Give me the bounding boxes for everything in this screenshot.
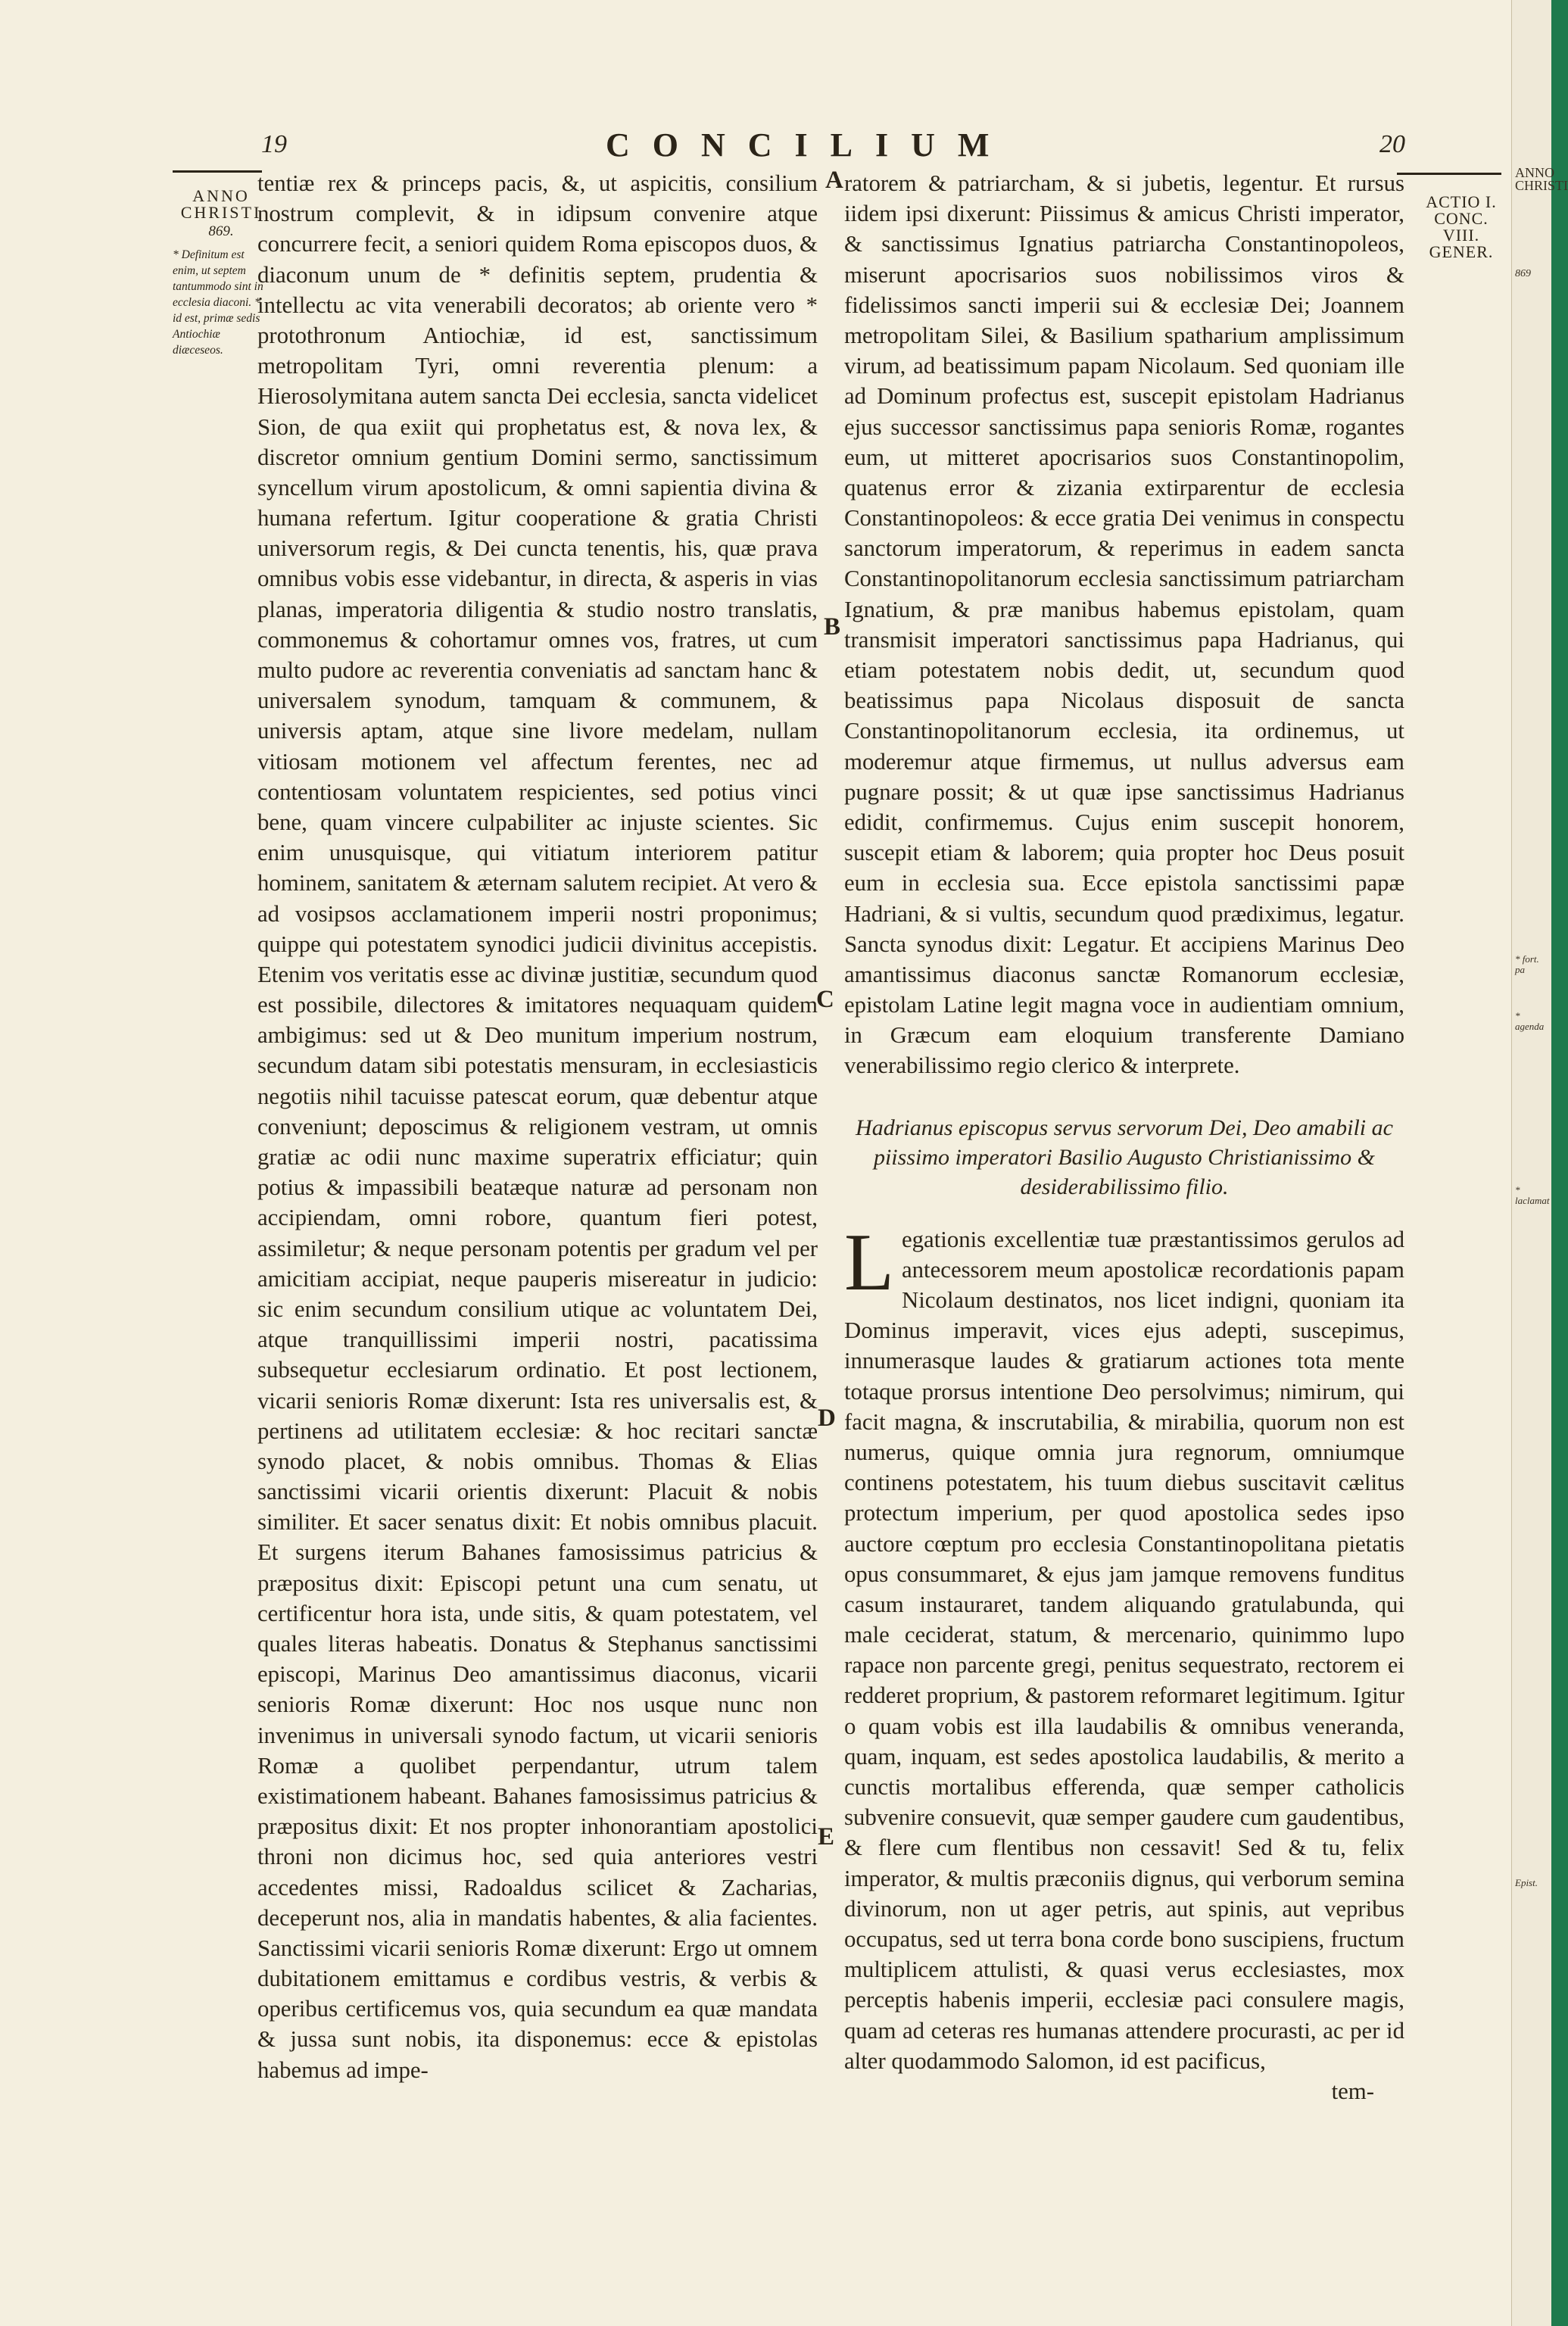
letter-heading: Hadrianus episcopus servus servorum Dei, Deo amabili ac piissimo imperatori Basilio Augusto Christianissimo & desiderabilissimo filio.	[856, 1115, 1393, 1199]
page-number-left: 19	[261, 130, 287, 158]
right-margin	[1416, 194, 1507, 260]
general-label: GENER.	[1429, 242, 1494, 261]
margin-notes: * Definitum est enim, ut septem tantummodo sint in ecclesia diaconi. * id est, primæ sedis Antiochiæ diæceseos.	[173, 248, 263, 357]
right-column-text: ratorem & patriarcham, & si jubetis, legentur. Et rursus iidem ipsi dixerunt: Piissimus & amicus Christi imperator, & sanctissimus Ignatius patriarcha Constantinopoleos, miserunt apocrisarios suos nobilissimos viros & fidelissimos sancti imperii sui & ecclesiæ Dei; Joannem metropolitam Silei, & Basilium spatharium amplissimum virum, ad beatissimum papam Nicolaum. Sed quoniam ille ad Dominum profectus est, suscepit epistolam Hadrianus ejus successor sanctissimus papa senioris Romæ, rogantes eum, ut mitteret apocrisarios suos Constantinopolim, quatenus error & zizania extirparentur de ecclesia Constantinopoleos: & ecce gratia Dei venimus in conspectu sanctorum imperatorum, & reperimus in eadem sancta Constantinopolitanorum ecclesia sanctissimum patriarcham Ignatium, & præ manibus habemus epistolam, quam transmisit imperatori sanctissimus papa Hadrianus, qui etiam potestatem nobis dedit, ut, secundum quod beatissimus papa Nicolaus disposuit de sancta Constantinopolitanorum ecclesia, ita ordinemus, ut moderemur atque firmemus, ut nullus adversus eam pugnare possit; & ut quæ ipse sanctissimus Hadrianus edidit, confirmemus. Cujus enim suscepit honorem, suscepit etiam & laborem; quia propter hoc Deus posuit eum in ecclesia sua. Ecce epistola sanctissimi papæ Hadriani, & si vultis, secundum quod prædiximus, legatur. Sancta synodus dixit: Legatur. Et accipiens Marinus Deo amantissimus diaconus sanctæ Romanorum ecclesiæ, epistolam Latine legit magna voce in audientiam omnium, in Græcum eam eloquium transferente Damiano venerabilissimo regio clerico & interprete.	[844, 170, 1404, 1079]
adjacent-year: 869	[1515, 268, 1531, 279]
adjacent-anno: ANNO CHRISTI	[1515, 165, 1568, 194]
left-column-text: tentiæ rex & princeps pacis, &, ut aspicitis, consilium nostrum complevit, & in idipsum convenire atque concurrere fecit, a seniori quidem Roma episcopos duos, & diaconum unum de * definitis septem, prudentia & intellectu ac vita venerabili decoratos; ab oriente vero * protothronum Antiochiæ, id est, sanctissimum metropolitam Tyri, omni reverentia plenum: a Hierosolymitana autem sancta Dei ecclesia, sancta videlicet Sion, de qua exiit qui prophetatus est, & nova lex, & discretor omnium gentium Domini sermo, sanctissimum syncellum virum apostolicum, & omni sapientia divina & humana refertum. Igitur cooperatione & gratia Christi universorum regis, & Dei cuncta tenentis, his, quæ prava omnibus vobis esse videbantur, in directa, & asperis in vias planas, imperatoria diligentia & studio nostro translatis, commonemus & cohortamur omnes vos, fratres, ut cum multo pudore ac reverentia conveniatis ad sanctam hanc & universalem synodum, tamquam & communem, & universis aptam, atque sine livore medelam, nullam vitiosam motionem vel affectum ferentes, nec ad contentiosam voluntatem respicientes, sed potius vinci bene, quam vincere culpabiliter ac injuste scientes. Sic enim unusquisque, qui vitiatum interiorem patitur hominem, sanitatem & æternam salutem recipiet. At vero & ad vosipsos acclamationem imperii nostri proponimus; quippe qui potestatem synodici judicii divinitus accepistis. Etenim vos veritatis esse ac divinæ justitiæ, secundum quod est possibile, dilectores & imitatores nequaquam quidem ambigimus: sed ut & Deo munitum imperium nostrum, secundum datam sibi potestatis mensuram, in ecclesiasticis negotiis nihil tacuisse patescat eorum, quæ debentur atque conveniunt; deposcimus & religionem vestram, ut omnis gratiæ ac odii nunc maxime superatrix efficiatur; quin potius & impassibili beatæque naturæ ad personam non accipiendam, omni robore, quantum fieri potest, assimiletur; & neque personam potentis per gradum vel per amicitiam accipiat, neque pauperis misereatur in judicio: sic enim secundum consilium utique ac voluntatem Dei, atque tranquillissimi imperii nostri, pacatissima subsequetur ecclesiarum ordinatio. Et post lectionem, vicarii senioris Romæ dixerunt: Ista res universalis est, & pertinens ad utilitatem ecclesiæ: & hoc recitari sanctæ synodo placet, & nobis omnibus. Thomas & Elias sanctissimi vicarii orientis dixerunt: Placuit & nobis similiter. Et sacer senatus dixit: Et nobis omnibus placuit. Et surgens iterum Bahanes famosissimus patricius & præpositus dixit: Episcopi petunt una cum senatu, ut certificentur hora ista, unde sitis, & quam potestatem, vel quales literas habeatis. Donatus & Stephanus sanctissimi episcopi, Marinus Deo amantissimus diaconus, vicarii senioris Romæ dixerunt: Hoc nos usque nunc non invenimus in universali synodo factum, ut vicarii senioris Romæ a quolibet perpendantur, utrum talem existimationem habeant. Bahanes famosissimus patricius & præpositus dixit: Et nos propter inhonorantiam apostolici throni non dicimus hoc, sed quia anteriores vestri accedentes missi, Radoaldus scilicet & Zacharias, deceperunt nos, alia in mandatis habentes, & alia facientes. Sanctissimi vicarii senioris Romæ dixerunt: Ergo ut omnem dubitationem emittamus e cordibus vestris, & verbis & operibus certificemus vos, quia secundum ea quæ mandata & jussa sunt nobis, ita disponemus: ecce & epistolas habemus ad impe-	[257, 170, 818, 2083]
running-title: CONCILIUM	[606, 126, 1012, 164]
section-letter-e: E	[818, 1823, 835, 1851]
section-letter-b: B	[824, 613, 841, 641]
left-margin	[173, 188, 270, 358]
page-number-right: 20	[1379, 130, 1405, 158]
section-letter-c: C	[816, 986, 834, 1013]
header-rule-left	[173, 170, 262, 173]
anno-christi-label: ANNO CHRISTI 869.	[173, 188, 270, 239]
section-letter-d: D	[818, 1405, 836, 1432]
catchword: tem-	[1331, 2078, 1374, 2104]
right-text-column	[844, 168, 1404, 2106]
letter-body: Legationis excellentiæ tuæ præstantissimos gerulos ad antecessorem meum apostolicæ recordationis papam Nicolaum destinatos, nos licet indigni, quoniam ita Dominus imperavit, vices ejus adepti, suscepimus, innumerasque laudes & gratiarum actiones tota mente totaque prorsus intentione Deo persolvimus; nimirum, qui facit magna, & inscrutabilia, & mirabilia, quorum non est numerus, quique omnia jura regnorum, omniumque continens potestatem, his tuum diebus suscitavit cælitus protectum imperium, per quod apostolica sedes ipso auctore cœptum pro ecclesia Constantinopolitana pietatis opus consummaret, & ejus jam jamque removens funditus casum instauraret, tandem aliquando gratulabunda, qui male ceciderat, statum, & mercenario, quinimmo lupo rapace non parcente gregi, penitus sequestrato, rectorem ei redderet proprium, & pastorem reformaret legitimum. Igitur o quam vobis est illa laudabilis & omnibus veneranda, quam, inquam, est sedes apostolica laudabilis, & merito a cunctis mortalibus efferenda, quæ semper catholicis subvenire consuevit, quæ semper gaudere cum gaudentibus, & flere cum flentibus non cessavit! Sed & tu, felix imperator, & multis præconiis dignus, qui verborum semina divinorum, non ut ager petris, aut spinis, aut vepribus occupatus, sed ut terra bona corde bono suscipiens, fructum multiplicem attulisti, & quasi verus ecclesiastes, mox perceptis habenis imperii, ecclesiæ paci consulere magis, quam ad ceteras res humanas attendere procurasti, ac per id alter quodammodo Salomon, id est pacificus,	[844, 1217, 1404, 2074]
adjacent-note-4: Epist.	[1515, 1877, 1538, 1888]
section-letter-a: A	[825, 167, 843, 194]
adjacent-note-1: * fort. pa	[1515, 953, 1539, 975]
adjacent-page-edge	[1511, 0, 1568, 2326]
left-text-column	[257, 168, 818, 2085]
council-label: CONC. VIII.	[1434, 209, 1489, 245]
adjacent-note-2: * agenda	[1515, 1010, 1545, 1032]
adjacent-note-3: * laclamat	[1515, 1184, 1550, 1206]
page-header	[0, 126, 1511, 174]
actio-label: ACTIO I.	[1426, 192, 1497, 211]
year-label: 869.	[208, 223, 234, 239]
header-rule-right	[1397, 173, 1501, 175]
